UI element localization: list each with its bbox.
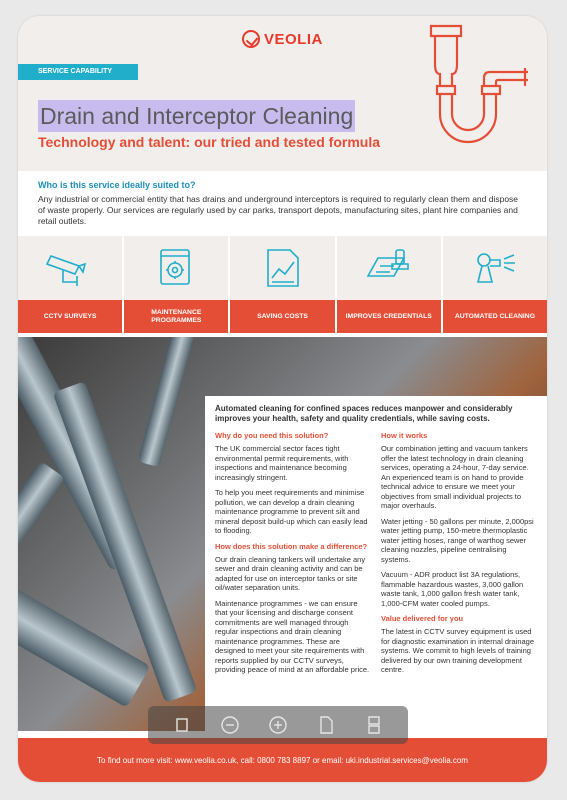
zoom-out-icon	[220, 715, 240, 735]
paragraph: To help you meet requirements and minimise pollution, we can develop a drain cleaning maintenance programme to prevent silt and mineral deposit build-up which can easily lead to flooding.	[215, 488, 368, 535]
capability-credentials	[335, 236, 441, 333]
page-icon	[318, 716, 334, 734]
capabilities-row	[18, 236, 547, 333]
capability-label: AUTOMATED CLEANING	[443, 300, 547, 333]
capability-label: IMPROVES CREDENTIALS	[337, 300, 441, 333]
capability-saving-costs	[228, 236, 334, 333]
header-banner	[18, 16, 547, 171]
paragraph: The latest in CCTV survey equipment is used for diagnostic examination in internal drainage systems. We commit to high levels of training delivered by our own training development centre.	[381, 627, 535, 674]
suited-body: Any industrial or commercial entity that has drains and underground interceptors is required to regularly clean them and dispose of waste properly. Our services are regularly used by car parks, transport depots, manufacturing sites, plant hire companies and retail outlets.	[38, 194, 519, 226]
fit-page-icon	[174, 717, 190, 733]
service-capability-tag: SERVICE CAPABILITY	[18, 64, 138, 80]
paragraph: The UK commercial sector faces tight environmental permit requirements, with inspections and maintenance becoming increasingly stringent.	[215, 444, 349, 482]
suited-section	[18, 176, 547, 234]
paragraph: Maintenance programmes - we can ensure that your licensing and discharge consent commitments are well managed through regular inspections and drain cleaning maintenance programmes. These are designed to meet your site requirements with reports supplied by our CCTV surveys, providing peace of mind at an affordable price.	[215, 598, 370, 674]
cost-chart-icon	[258, 246, 308, 290]
capability-label: MAINTENANCE PROGRAMMES	[124, 300, 228, 333]
zoom-out-button[interactable]	[216, 711, 244, 739]
suited-heading: Who is this service ideally suited to?	[38, 180, 196, 190]
capability-maintenance	[122, 236, 228, 333]
paragraph: Water jetting - 50 gallons per minute, 2,000psi water jetting pump, 150-metre thermoplastic water jetting hoses, range of warthog sewer cleaning nozzles, pipeline centralising systems.	[381, 516, 534, 564]
drain-pipe-icon	[413, 22, 538, 172]
fit-page-button[interactable]	[168, 711, 196, 739]
content-panel	[205, 396, 547, 731]
cctv-camera-icon	[45, 248, 95, 288]
split-page-icon	[366, 716, 382, 734]
split-view-button[interactable]	[360, 711, 388, 739]
viewer-toolbar	[148, 706, 408, 744]
capability-cctv	[18, 236, 122, 333]
automated-spray-icon	[468, 246, 522, 290]
credentials-stamp-icon	[362, 246, 416, 290]
zoom-in-button[interactable]	[264, 711, 292, 739]
page-title: Drain and Interceptor Cleaning	[38, 100, 355, 132]
left-column	[215, 431, 371, 681]
capability-label: CCTV SURVEYS	[18, 300, 122, 333]
page-view-button[interactable]	[312, 711, 340, 739]
paragraph: Vacuum - ADR product list 3A regulations, flammable hazardous wastes, 3,000 gallon waste tank, 1,000 gallon fresh water tank, 1,000-CFM water cooled pumps.	[381, 570, 524, 608]
capability-automated-cleaning	[441, 236, 547, 333]
zoom-in-icon	[268, 715, 288, 735]
right-column	[381, 431, 537, 681]
brand-name: VEOLIA	[264, 30, 323, 48]
maintenance-gear-icon	[151, 246, 201, 290]
footer-contact: To find out more visit: www.veolia.co.uk, call: 0800 783 8897 or email: uki.industrial.services@veolia.com	[18, 738, 547, 782]
section-heading: Why do you need this solution?	[215, 431, 329, 440]
paragraph: Our combination jetting and vacuum tankers offer the latest technology in drain cleaning services, operating a 24-hour, 7-day service. An experienced team is on hand to provide technical advice to ensure we meet your objectives from small individual projects to major overhauls.	[381, 444, 529, 510]
section-heading: How does this solution make a difference?	[215, 541, 368, 551]
section-heading: How it works	[381, 431, 428, 440]
brand-logo	[242, 30, 323, 48]
lead-paragraph: Automated cleaning for confined spaces reduces manpower and considerably improves your health, safety and quality credentials, while saving costs.	[215, 404, 513, 423]
capability-label: SAVING COSTS	[230, 300, 334, 333]
page-subtitle: Technology and talent: our tried and tested formula	[38, 134, 380, 150]
document-page	[18, 16, 547, 782]
veolia-logo-icon	[242, 30, 260, 48]
section-heading: Value delivered for you	[381, 614, 464, 623]
paragraph: Our drain cleaning tankers will undertake any sewer and drain cleaning activity and can be adapted for use on interceptor tanks or site oil/water separation units.	[215, 554, 366, 592]
